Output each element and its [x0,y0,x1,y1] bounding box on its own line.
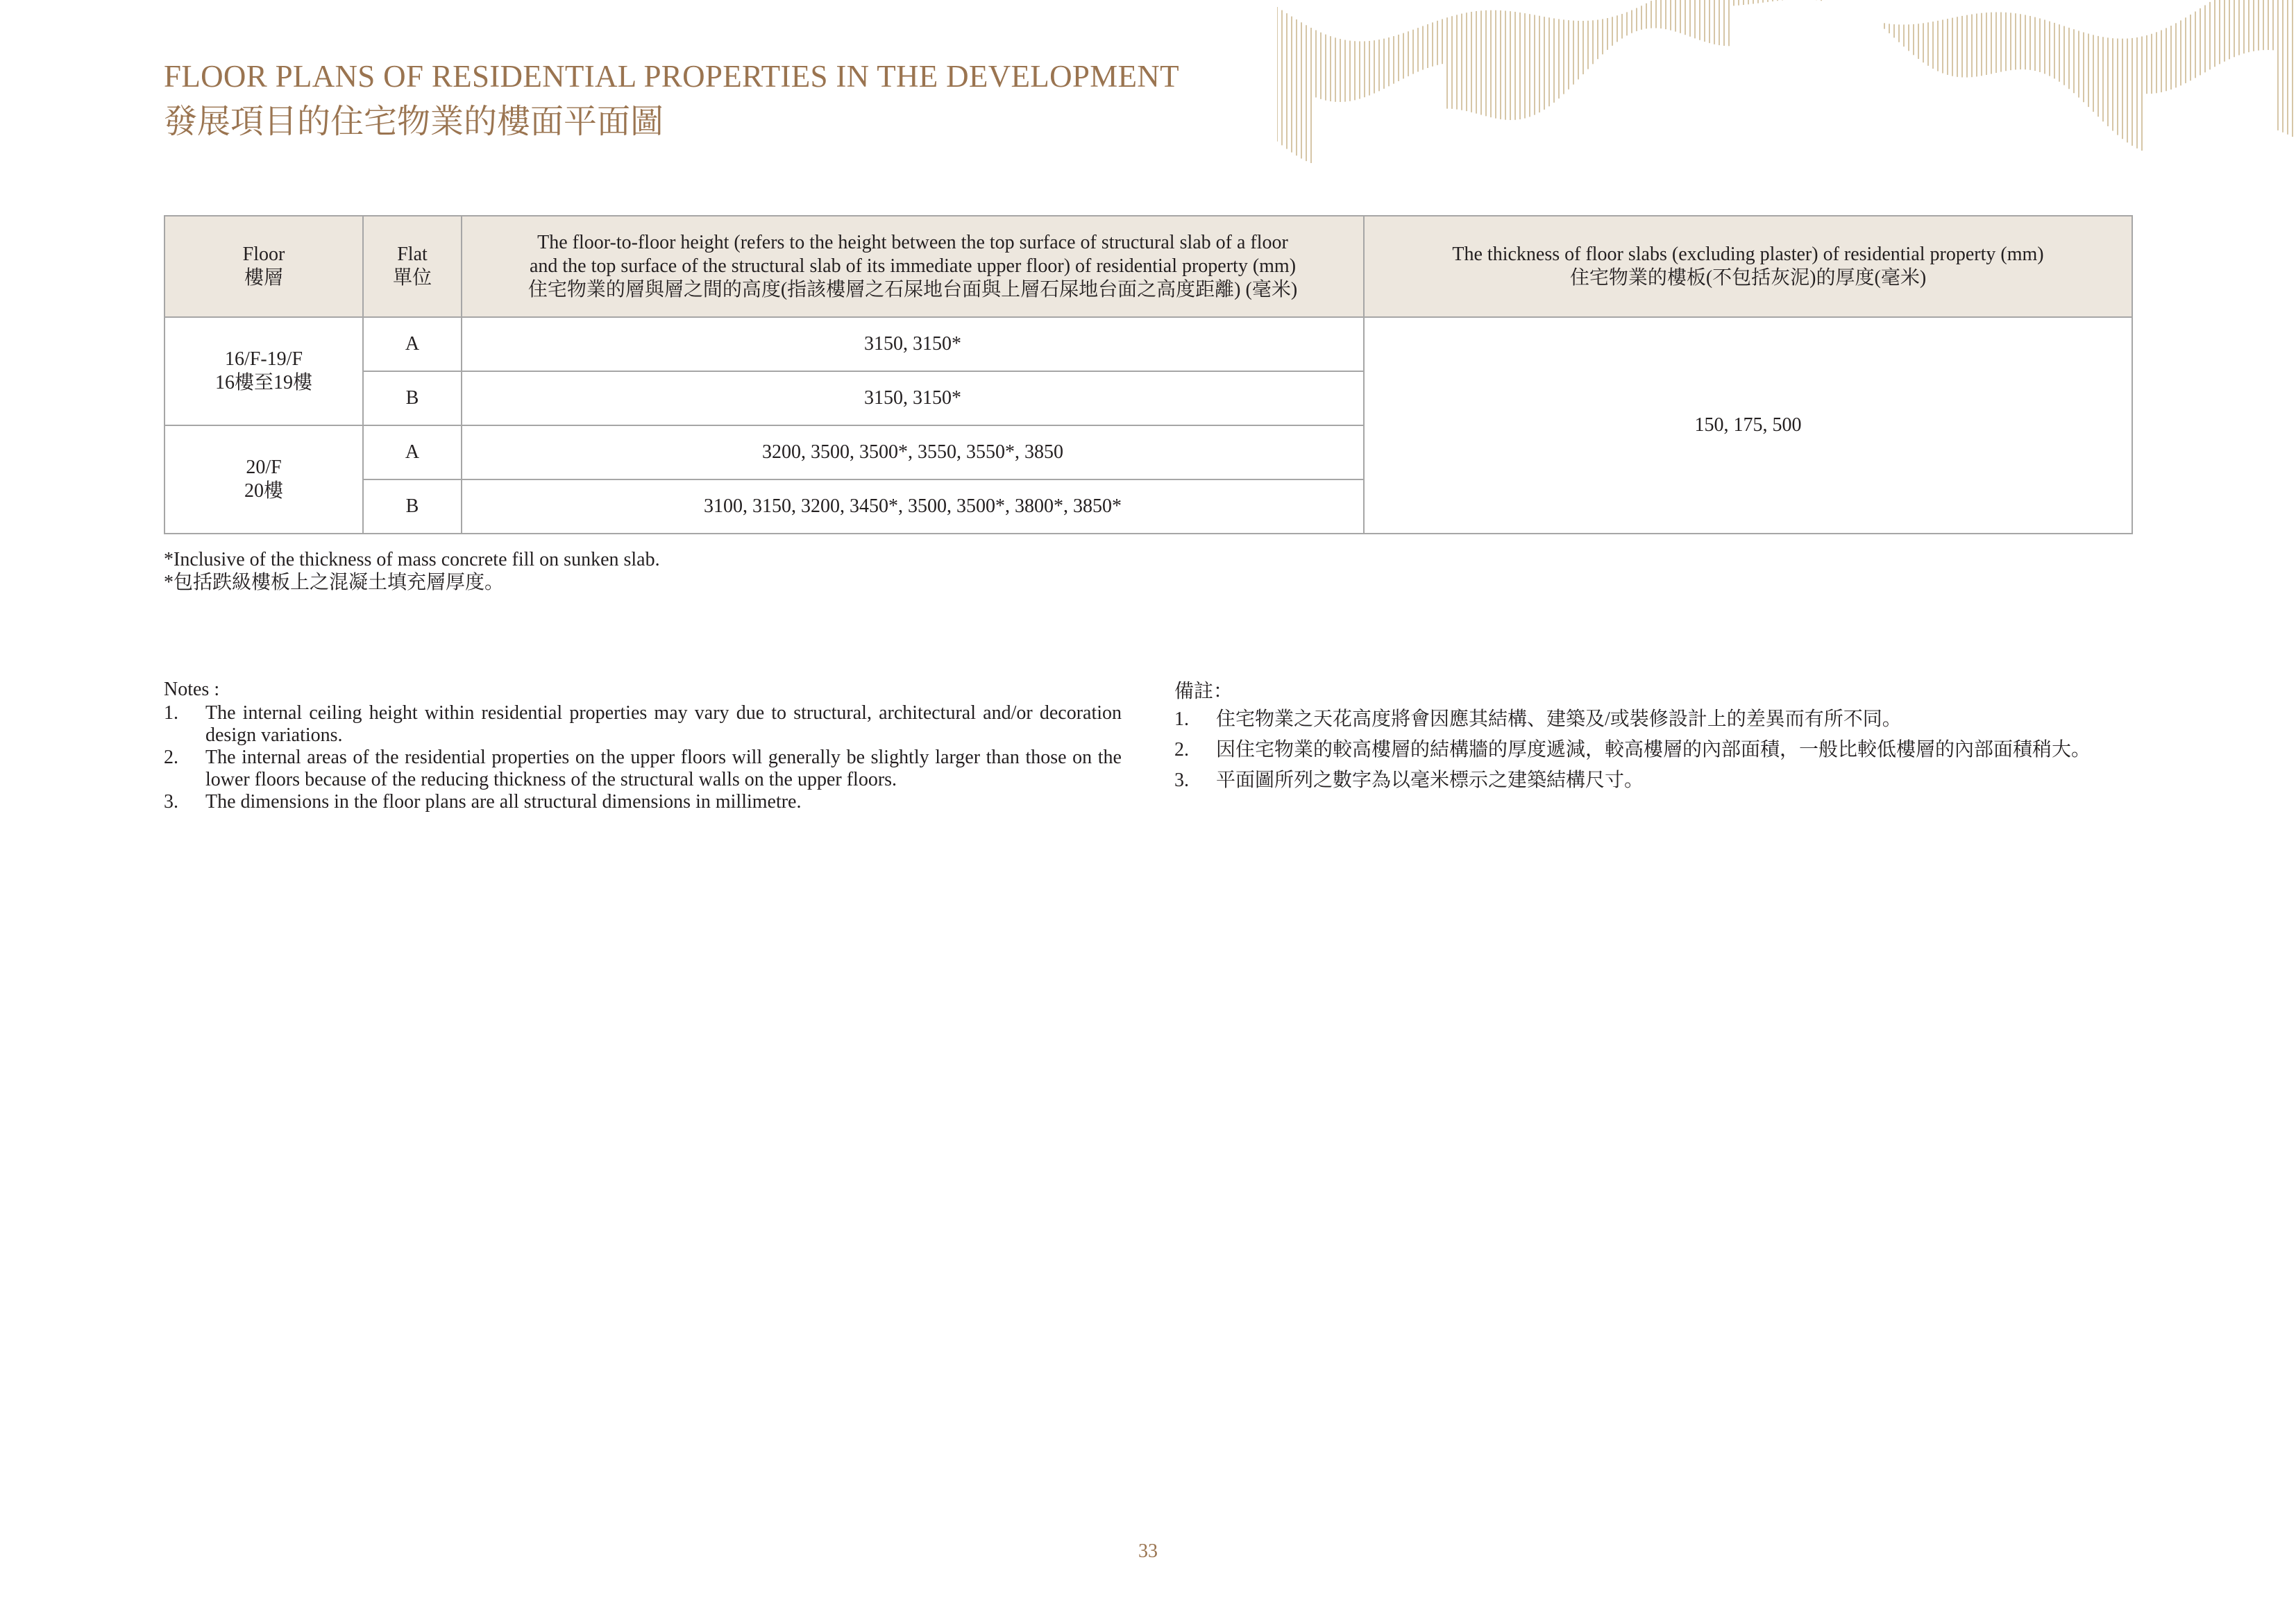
flat-cell: B [363,479,462,534]
height-cell: 3150, 3150* [462,371,1364,425]
note-item: 1. 住宅物業之天花高度將會因應其結構、建築及/或裝修設計上的差異而有所不同。 [1174,708,1902,730]
notes-zh [1174,679,2132,798]
note-item: 2. 因住宅物業的較高樓層的結構牆的厚度遞減，較高樓層的內部面積，一般比較低樓層的內部面積稍大。 [1174,739,2091,760]
footnote-zh: *包括跌級樓板上之混凝土填充層厚度。 [164,572,505,593]
footnote-en: *Inclusive of the thickness of mass concrete fill on sunken slab. [164,549,660,570]
notes-en [164,679,1122,813]
decorative-wave-lines [1277,0,2296,187]
table-row [164,317,2132,371]
floor-height-table [164,215,2133,534]
table-header-row [164,216,2132,317]
page-title-zh: 發展項目的住宅物業的樓面平面圖 [164,103,664,140]
height-cell: 3150, 3150* [462,317,1364,371]
page-title-en: FLOOR PLANS OF RESIDENTIAL PROPERTIES IN THE DEVELOPMENT [164,59,1179,94]
flat-cell: B [363,371,462,425]
header-slab-thickness: The thickness of floor slabs (excluding plaster) of residential property (mm) 住宅物業的樓板(不包括灰泥)的厚度(毫米) [1364,216,2132,317]
floor-cell: 20/F 20樓 [164,425,363,534]
table-footnote [164,548,660,594]
note-item: 3. 平面圖所列之數字為以毫米標示之建築結構尺寸。 [1174,770,1644,791]
note-item: 1. The internal ceiling height within residential properties may vary due to structural, architectural and/or decoration design variations. [164,702,1122,746]
notes-heading-en: Notes : [164,679,220,700]
note-item: 2. The internal areas of the residential properties on the upper floors will generally be slightly larger than those on the lower floors because of the reducing thickness of the structural walls on the upper floors. [164,747,1122,790]
page-number: 33 [1138,1540,1158,1562]
header-floor: Floor 樓層 [164,216,363,317]
header-flat: Flat 單位 [363,216,462,317]
flat-cell: A [363,425,462,479]
flat-cell: A [363,317,462,371]
note-item: 3. The dimensions in the floor plans are all structural dimensions in millimetre. [164,791,802,813]
floor-cell: 16/F-19/F 16樓至19樓 [164,317,363,425]
notes-heading-zh: 備註： [1174,681,1233,702]
thickness-cell: 150, 175, 500 [1364,317,2132,534]
height-cell: 3200, 3500, 3500*, 3550, 3550*, 3850 [462,425,1364,479]
header-floor-to-floor-height: The floor-to-floor height (refers to the height between the top surface of structural slab of a floor and the top surface of the structural slab of its immediate upper floor) of residential property (mm) 住宅物業的層與層之間的高度(指該樓層之石屎地台面與上層石屎地台面之高度距離) (毫米) [462,216,1364,317]
height-cell: 3100, 3150, 3200, 3450*, 3500, 3500*, 3800*, 3850* [462,479,1364,534]
